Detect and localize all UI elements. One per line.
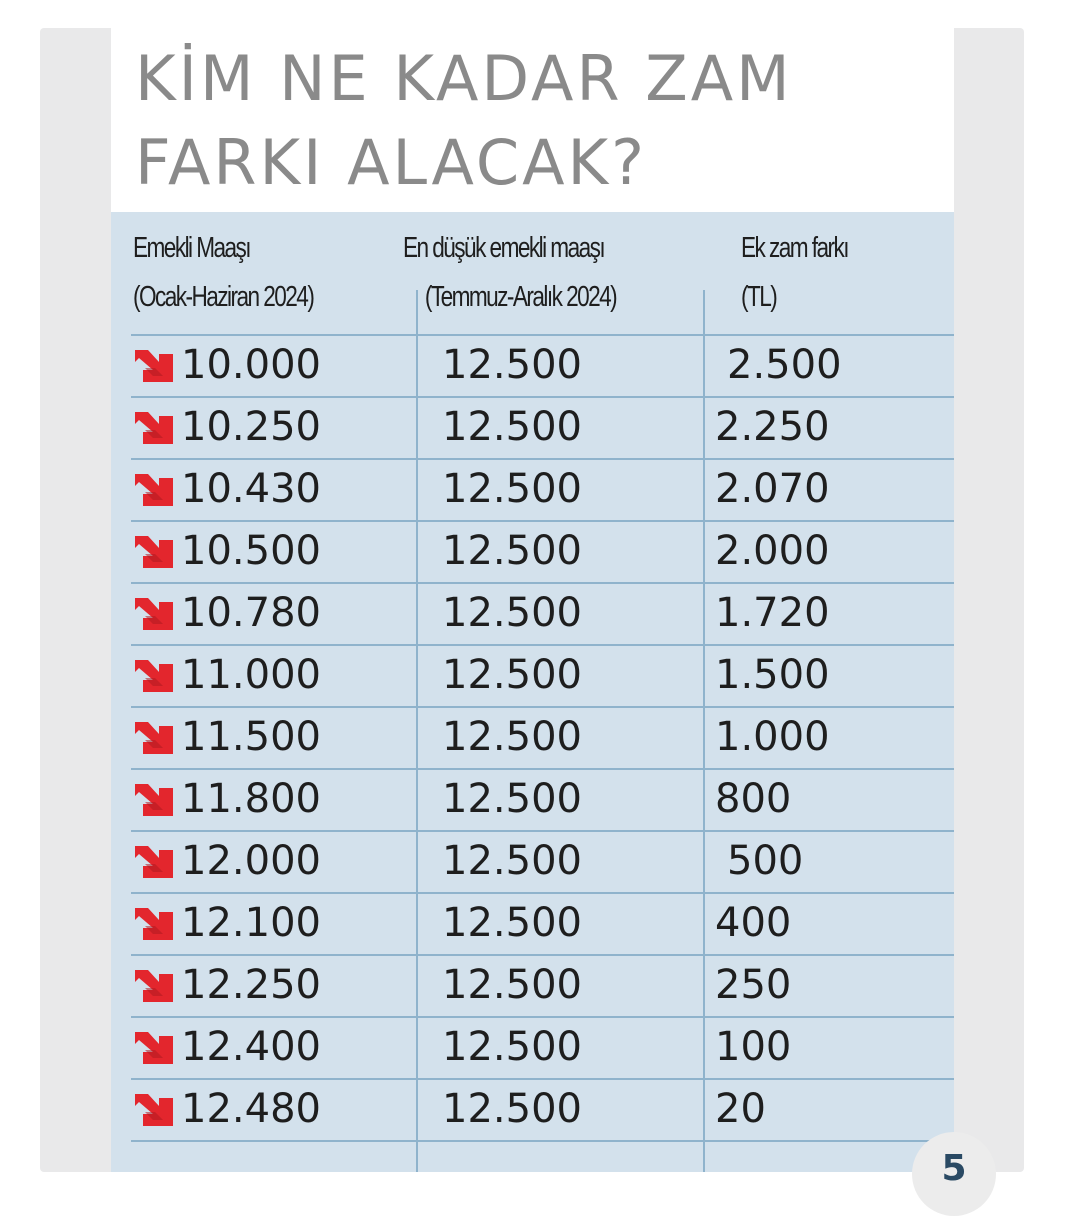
cell-en-dusuk-maas: 12.500 [442, 714, 582, 760]
row-divider [131, 582, 954, 584]
cell-ek-zam-farki: 2.070 [715, 466, 830, 512]
cell-emekli-maasi: 10.780 [181, 590, 321, 636]
cell-en-dusuk-maas: 12.500 [442, 1024, 582, 1070]
cell-emekli-maasi: 12.000 [181, 838, 321, 884]
table-row [111, 520, 954, 582]
cell-emekli-maasi: 10.250 [181, 404, 321, 450]
table-row [111, 830, 954, 892]
header-col1-line2: (Ocak-Haziran 2024) [133, 281, 314, 313]
cell-en-dusuk-maas: 12.500 [442, 590, 582, 636]
red-down-right-arrow-icon [133, 534, 177, 572]
cell-en-dusuk-maas: 12.500 [442, 466, 582, 512]
cell-ek-zam-farki: 2.500 [727, 342, 842, 388]
cell-emekli-maasi: 11.000 [181, 652, 321, 698]
title-line-1: KİM NE KADAR ZAM [135, 42, 793, 115]
table-row [111, 396, 954, 458]
row-divider [131, 768, 954, 770]
cell-en-dusuk-maas: 12.500 [442, 404, 582, 450]
table-row [111, 706, 954, 768]
table-row [111, 892, 954, 954]
cell-ek-zam-farki: 1.000 [715, 714, 830, 760]
header-divider-2 [703, 290, 705, 338]
cell-ek-zam-farki: 1.500 [715, 652, 830, 698]
red-down-right-arrow-icon [133, 782, 177, 820]
red-down-right-arrow-icon [133, 844, 177, 882]
red-down-right-arrow-icon [133, 410, 177, 448]
cell-ek-zam-farki: 20 [715, 1086, 766, 1132]
cell-en-dusuk-maas: 12.500 [442, 900, 582, 946]
row-divider [131, 1140, 954, 1142]
header-col1-line1: Emekli Maaşı [133, 232, 251, 264]
cell-ek-zam-farki: 2.000 [715, 528, 830, 574]
cell-emekli-maasi: 11.500 [181, 714, 321, 760]
cell-ek-zam-farki: 400 [715, 900, 792, 946]
cell-en-dusuk-maas: 12.500 [442, 776, 582, 822]
red-down-right-arrow-icon [133, 968, 177, 1006]
cell-en-dusuk-maas: 12.500 [442, 652, 582, 698]
table-row [111, 334, 954, 396]
cell-en-dusuk-maas: 12.500 [442, 342, 582, 388]
row-divider [131, 1016, 954, 1018]
cell-ek-zam-farki: 2.250 [715, 404, 830, 450]
red-down-right-arrow-icon [133, 658, 177, 696]
table-row [111, 768, 954, 830]
cell-emekli-maasi: 12.250 [181, 962, 321, 1008]
row-divider [131, 334, 954, 336]
header-col2-line1: En düşük emekli maaşı [403, 232, 605, 264]
row-divider [131, 458, 954, 460]
table-row [111, 644, 954, 706]
header-col3-line2: (TL) [741, 281, 777, 313]
cell-ek-zam-farki: 250 [715, 962, 792, 1008]
cell-ek-zam-farki: 800 [715, 776, 792, 822]
row-divider [131, 830, 954, 832]
row-divider [131, 520, 954, 522]
cell-emekli-maasi: 10.500 [181, 528, 321, 574]
cell-emekli-maasi: 10.430 [181, 466, 321, 512]
column-divider-1 [416, 334, 418, 1172]
table-row [111, 954, 954, 1016]
cell-emekli-maasi: 10.000 [181, 342, 321, 388]
cell-emekli-maasi: 12.400 [181, 1024, 321, 1070]
page-number-badge [912, 1132, 996, 1216]
cell-ek-zam-farki: 100 [715, 1024, 792, 1070]
red-down-right-arrow-icon [133, 906, 177, 944]
red-down-right-arrow-icon [133, 348, 177, 386]
table-row [111, 582, 954, 644]
header-emekli-maasi [133, 224, 313, 322]
red-down-right-arrow-icon [133, 472, 177, 510]
header-en-dusuk-maas [403, 224, 616, 322]
header-ek-zam-farki [741, 224, 848, 322]
title-line-2: FARKI ALACAK? [135, 126, 648, 199]
page-number: 5 [941, 1148, 967, 1189]
cell-en-dusuk-maas: 12.500 [442, 1086, 582, 1132]
row-divider [131, 644, 954, 646]
cell-en-dusuk-maas: 12.500 [442, 838, 582, 884]
row-divider [131, 706, 954, 708]
table-row [111, 458, 954, 520]
red-down-right-arrow-icon [133, 720, 177, 758]
header-divider-1 [416, 290, 418, 338]
cell-emekli-maasi: 11.800 [181, 776, 321, 822]
table-row [111, 1078, 954, 1140]
red-down-right-arrow-icon [133, 596, 177, 634]
row-divider [131, 954, 954, 956]
infographic-card [111, 28, 954, 1172]
row-divider [131, 396, 954, 398]
title-box [111, 28, 954, 212]
table-row [111, 1016, 954, 1078]
column-divider-2 [703, 334, 705, 1172]
header-col2-line2: (Temmuz-Aralık 2024) [424, 281, 617, 313]
header-col3-line1: Ek zam farkı [741, 232, 848, 264]
cell-en-dusuk-maas: 12.500 [442, 962, 582, 1008]
cell-en-dusuk-maas: 12.500 [442, 528, 582, 574]
red-down-right-arrow-icon [133, 1030, 177, 1068]
cell-emekli-maasi: 12.100 [181, 900, 321, 946]
row-divider [131, 892, 954, 894]
red-down-right-arrow-icon [133, 1092, 177, 1130]
row-divider [131, 1078, 954, 1080]
cell-ek-zam-farki: 500 [727, 838, 804, 884]
cell-emekli-maasi: 12.480 [181, 1086, 321, 1132]
cell-ek-zam-farki: 1.720 [715, 590, 830, 636]
